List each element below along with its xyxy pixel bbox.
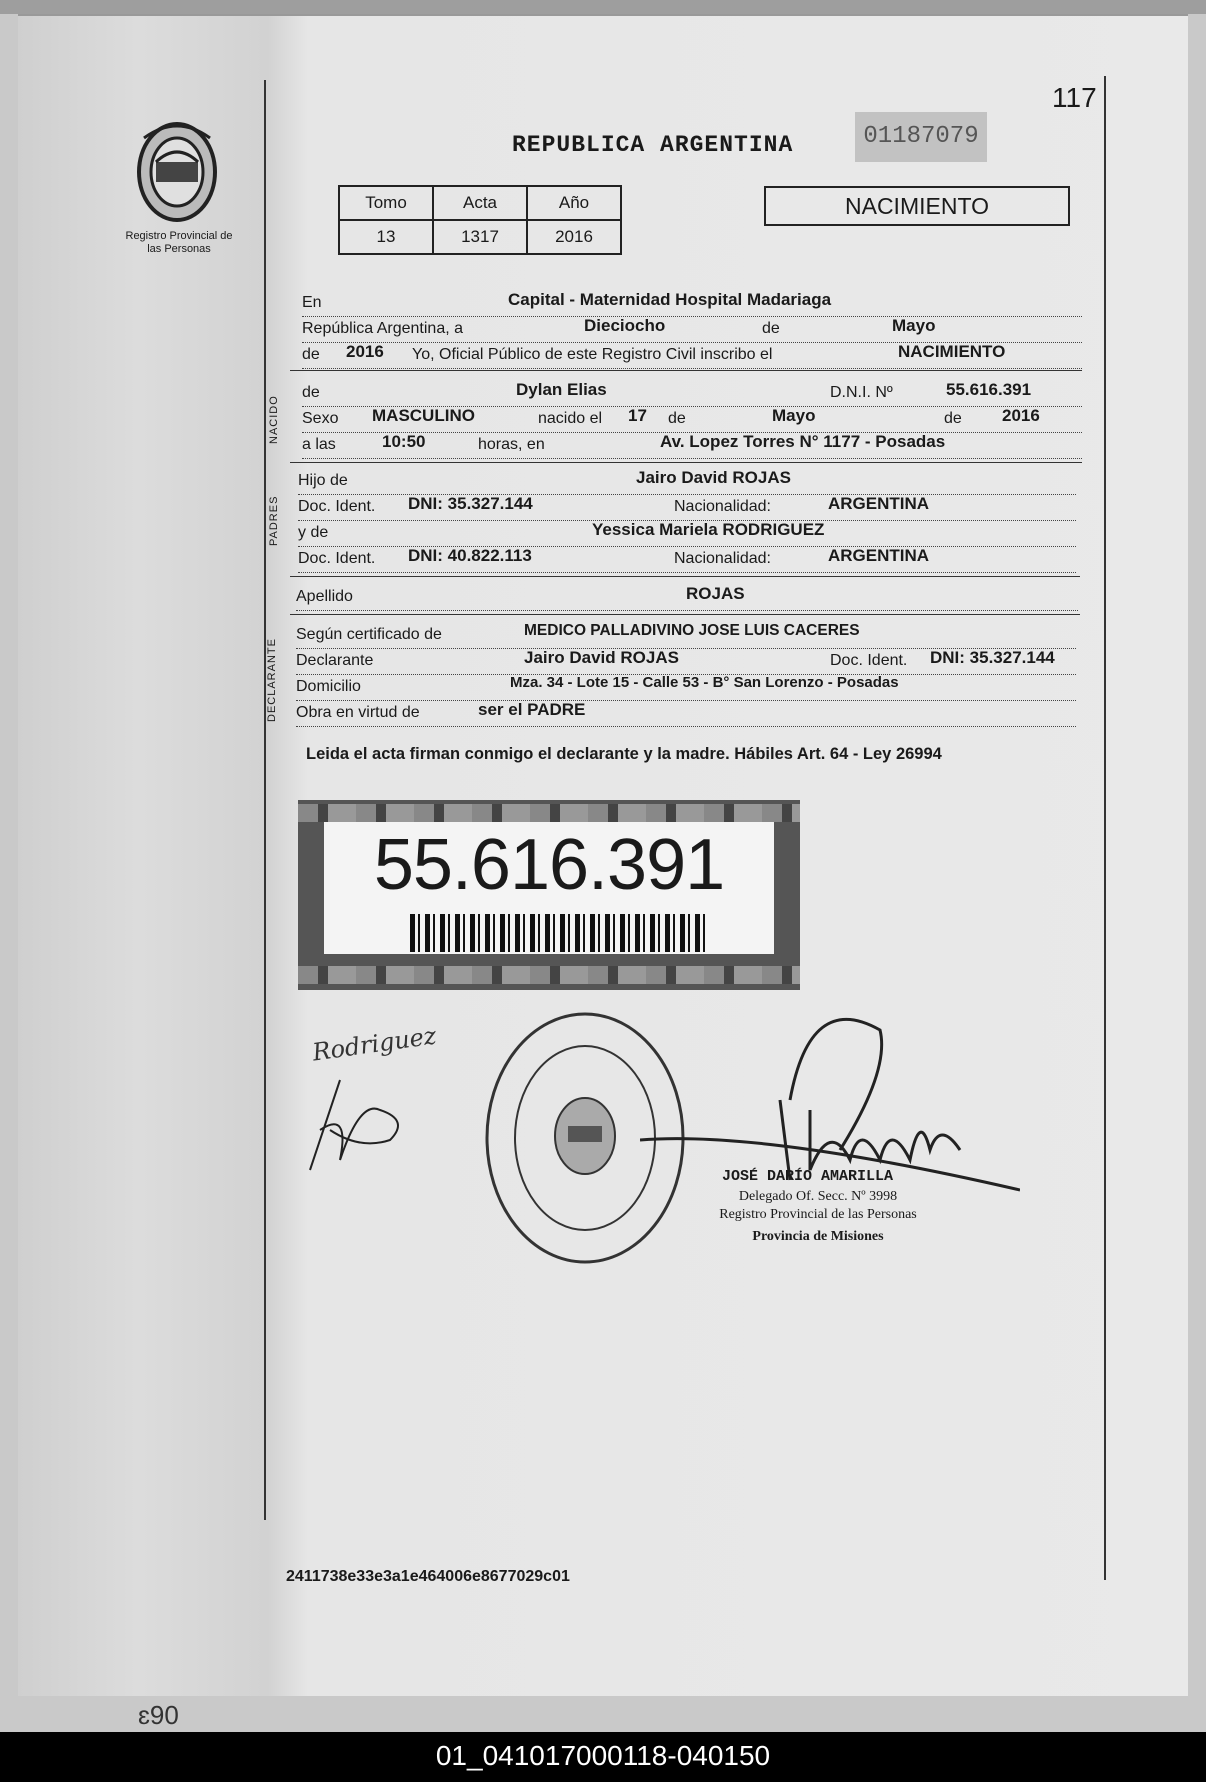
label-obra: Obra en virtud de <box>296 704 420 721</box>
mother-name: Yessica Mariela RODRIGUEZ <box>592 520 825 539</box>
birth-month: Mayo <box>772 406 816 425</box>
father-name: Jairo David ROJAS <box>636 468 791 487</box>
separator <box>290 576 1080 577</box>
father-doc: DNI: 35.327.144 <box>408 494 533 513</box>
label-nacionalidad: Nacionalidad: <box>674 550 771 567</box>
registry-label: Registro Provincial de las Personas <box>125 230 233 255</box>
signature-scribble-icon <box>300 1070 430 1180</box>
officer-province: Provincia de Misiones <box>752 1229 884 1244</box>
row-nacido-sex <box>302 406 1082 433</box>
row-obra <box>296 700 1076 727</box>
act-value: NACIMIENTO <box>898 342 1006 361</box>
right-margin-line <box>1104 76 1106 1580</box>
officer-office: Registro Provincial de las Personas <box>719 1207 917 1222</box>
label-declarante: Declarante <box>296 652 374 669</box>
tomo-acta-ano-table <box>338 185 622 255</box>
act-type-box: NACIMIENTO <box>764 186 1070 226</box>
row-father <box>298 468 1076 495</box>
row-domicilio <box>296 674 1076 701</box>
dni-label-card <box>298 800 800 990</box>
folder-corner-label: ɛ90 <box>138 1700 179 1730</box>
document-title: REPUBLICA ARGENTINA <box>512 132 794 158</box>
page-number: 117 <box>1052 82 1097 113</box>
document-hash: 2411738e33e3a1e464006e8677029c01 <box>286 1568 570 1585</box>
row-nacido-time <box>302 432 1082 459</box>
separator <box>290 462 1082 463</box>
label-y-de: y de <box>298 524 329 541</box>
declarante-value: Jairo David ROJAS <box>524 648 679 667</box>
label-doc-ident: Doc. Ident. <box>298 498 376 515</box>
row-apellido <box>296 584 1078 611</box>
label-nacionalidad: Nacionalidad: <box>674 498 771 515</box>
label-republica: República Argentina, a <box>302 320 463 337</box>
apellido-value: ROJAS <box>686 584 745 603</box>
serial-number: 01187079 <box>855 112 987 162</box>
dni-card-inner <box>324 822 774 954</box>
label-hijo-de: Hijo de <box>298 472 348 489</box>
signature-rodriguez: Rodriguez <box>310 1021 439 1067</box>
row-declarante <box>296 648 1076 675</box>
row-date <box>302 316 1082 343</box>
acta-header: Acta <box>433 186 527 220</box>
section-padres-label: PADRES <box>268 495 280 546</box>
ano-header: Año <box>527 186 621 220</box>
pattern-stripe <box>298 804 800 822</box>
domicilio-value: Mza. 34 - Lote 15 - Calle 53 - B° San Lorenzo - Posadas <box>510 674 899 691</box>
declarante-doc: DNI: 35.327.144 <box>930 648 1055 667</box>
acta-value: 1317 <box>433 220 527 254</box>
closing-text: Leida el acta firman conmigo el declarante y la madre. Hábiles Art. 64 - Ley 26994 <box>306 745 942 763</box>
dni-number: 55.616.391 <box>373 825 725 905</box>
separator <box>290 370 1082 371</box>
label-doc-ident: Doc. Ident. <box>830 652 908 669</box>
statement-text: Yo, Oficial Público de este Registro Civil inscribo el <box>412 346 773 363</box>
section-nacido-label: NACIDO <box>268 395 280 444</box>
mother-doc: DNI: 40.822.113 <box>408 546 532 565</box>
row-year <box>302 342 1082 369</box>
mother-nationality: ARGENTINA <box>828 546 930 565</box>
child-name: Dylan Elias <box>516 380 607 399</box>
label-de-3: de <box>944 410 962 427</box>
officer-name: JOSÉ DARÍO AMARILLA <box>722 1168 894 1185</box>
tomo-value: 13 <box>339 220 433 254</box>
file-identifier: 01_041017000118-040150 <box>435 1740 771 1771</box>
father-nationality: ARGENTINA <box>828 494 930 513</box>
dni-label: D.N.I. Nº <box>830 384 893 401</box>
place-value: Capital - Maternidad Hospital Madariaga <box>508 290 832 309</box>
ano-value: 2016 <box>527 220 621 254</box>
birth-time: 10:50 <box>382 432 426 451</box>
month-value: Mayo <box>892 316 936 335</box>
scan-top-edge <box>0 0 1206 14</box>
label-doc-ident: Doc. Ident. <box>298 550 376 567</box>
label-horas: horas, en <box>478 436 545 453</box>
row-certificado <box>296 622 1076 649</box>
label-sexo: Sexo <box>302 410 339 427</box>
label-de-2: de <box>668 410 686 427</box>
label-nacido-el: nacido el <box>538 410 603 427</box>
row-mother <box>298 520 1076 547</box>
label-certificado: Según certificado de <box>296 626 442 643</box>
label-en: En <box>302 294 322 311</box>
officer-role: Delegado Of. Secc. Nº 3998 <box>738 1189 898 1204</box>
birth-address: Av. Lopez Torres N° 1177 - Posadas <box>660 432 946 451</box>
row-place <box>302 290 1082 317</box>
label-domicilio: Domicilio <box>296 678 361 695</box>
label-apellido: Apellido <box>296 588 353 605</box>
barcode <box>410 914 710 952</box>
row-mother-doc <box>298 546 1076 573</box>
tomo-header: Tomo <box>339 186 433 220</box>
separator <box>290 614 1080 615</box>
label-de-year: de <box>302 346 320 363</box>
child-dni: 55.616.391 <box>946 380 1032 399</box>
birth-year: 2016 <box>1002 406 1040 425</box>
year-value: 2016 <box>346 342 384 361</box>
left-margin-line <box>264 80 266 1520</box>
row-nacido-name <box>302 380 1082 407</box>
obra-value: ser el PADRE <box>478 700 586 719</box>
provincial-seal-icon <box>134 118 220 224</box>
row-father-doc <box>298 494 1076 521</box>
section-declarante-label: DECLARANTE <box>266 638 278 722</box>
sex-value: MASCULINO <box>372 406 475 425</box>
label-de: de <box>302 384 320 401</box>
certificate-value: MEDICO PALLADIVINO JOSE LUIS CACERES <box>524 622 860 639</box>
day-value: Dieciocho <box>584 316 666 335</box>
label-de-month: de <box>762 320 780 337</box>
label-a-las: a las <box>302 436 336 453</box>
birth-day: 17 <box>628 406 647 425</box>
pattern-stripe <box>298 966 800 984</box>
